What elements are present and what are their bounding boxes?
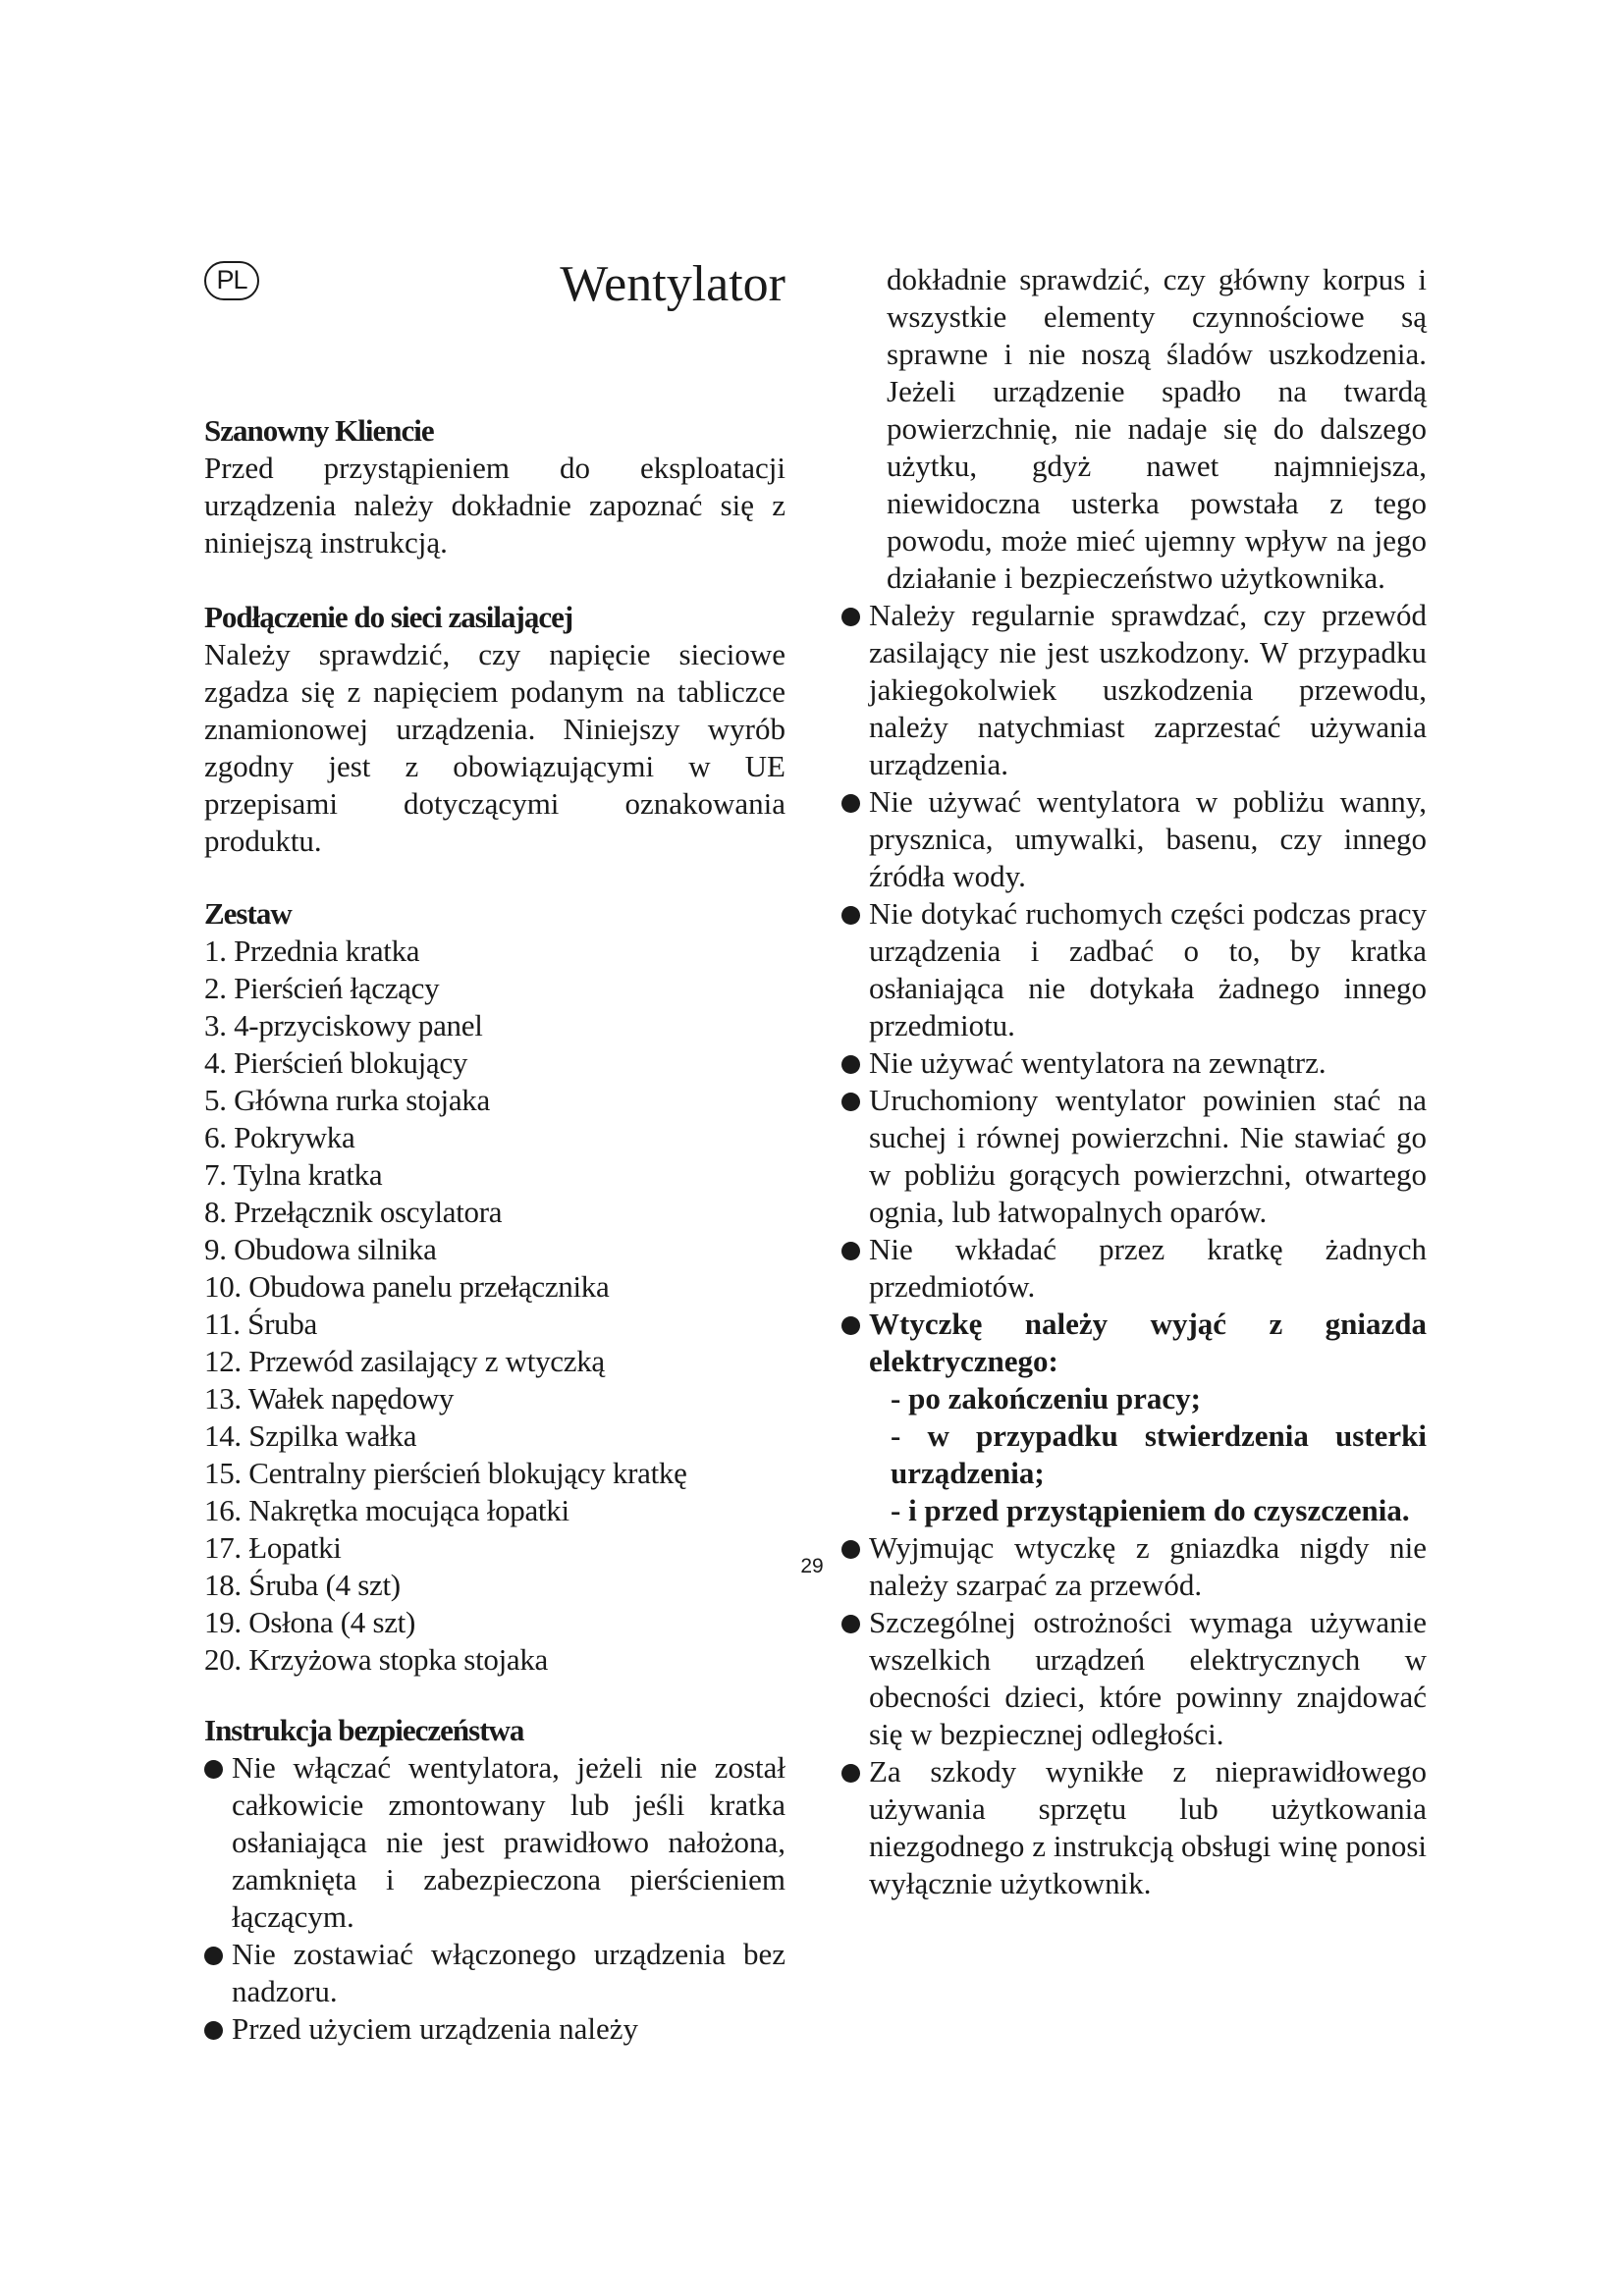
- list-item-text: Przed użyciem urządzenia należy: [232, 2011, 638, 2046]
- bullet-icon: [841, 1764, 860, 1783]
- bullet-icon: [841, 1615, 860, 1633]
- list-item: 2. Pierścień łączący: [204, 971, 440, 1005]
- list-item: [841, 1231, 1427, 1306]
- kit-heading: Zestaw: [204, 896, 292, 931]
- list-item: 16. Nakrętka mocująca łopatki: [204, 1493, 569, 1527]
- bullet-icon: [841, 906, 860, 925]
- power-heading: Podłączenie do sieci zasilającej: [204, 600, 573, 634]
- unplug-sub: - w przypadku stwierdzenia usterki urządzenia;: [891, 1418, 1427, 1490]
- list-item: 3. 4-przyciskowy panel: [204, 1008, 483, 1042]
- continuation-text: dokładnie sprawdzić, czy główny korpus i wszystkie elementy czynnościowe są sprawne i nie noszą śladów uszkodzenia. Jeżeli urządzenie spadło na twardą powierzchnię, nie nadaje się do dalszego użytku, gdyż nawet najmniejsza, niewidoczna usterka powstała z tego powodu, może mieć ujemny wpływ na jego działanie i bezpieczeństwo użytkownika.: [887, 262, 1427, 595]
- kit-section: [204, 895, 785, 1679]
- list-item-text: Nie używać wentylatora w pobliżu wanny, prysznica, umywalki, basenu, czy innego źródła wody.: [869, 784, 1427, 893]
- list-item: 5. Główna rurka stojaka: [204, 1083, 490, 1117]
- bullet-icon: [841, 1055, 860, 1074]
- intro-heading: Szanowny Kliencie: [204, 413, 434, 448]
- list-item-text: Uruchomiony wentylator powinien stać na suchej i równej powierzchni. Nie stawiać go w pobliżu gorących powierzchni, otwartego ognia, lub łatwopalnych oparów.: [869, 1083, 1427, 1229]
- list-item: 15. Centralny pierścień blokujący kratkę: [204, 1456, 687, 1490]
- bullet-icon: [204, 2021, 223, 2040]
- bullet-icon: [841, 1540, 860, 1559]
- list-item: [841, 895, 1427, 1044]
- list-item: [841, 1753, 1427, 1902]
- bullet-icon: [204, 1947, 223, 1965]
- unplug-lead: Wtyczkę należy wyjąć z gniazda elektrycznego:: [869, 1307, 1427, 1378]
- page-number: 29: [800, 1555, 824, 1577]
- list-item-text: Nie wkładać przez kratkę żadnych przedmiotów.: [869, 1232, 1427, 1304]
- bullet-icon: [841, 1242, 860, 1260]
- list-item: 17. Łopatki: [204, 1530, 342, 1565]
- list-item: 4. Pierścień blokujący: [204, 1045, 468, 1080]
- list-item: 7. Tylna kratka: [204, 1157, 383, 1192]
- power-section: [204, 599, 785, 860]
- list-item-text: Nie zostawiać włączonego urządzenia bez nadzoru.: [232, 1937, 785, 2008]
- list-item: 14. Szpilka wałka: [204, 1418, 417, 1453]
- list-item: [204, 2010, 785, 2048]
- list-item-text: Należy regularnie sprawdzać, czy przewód zasilający nie jest uszkodzony. W przypadku jakiegokolwiek uszkodzenia przewodu, należy natychmiast zaprzestać używania urządzenia.: [869, 598, 1427, 781]
- list-item-text: Wyjmując wtyczkę z gniazdka nigdy nie należy szarpać za przewód.: [869, 1530, 1427, 1602]
- intro-text: Przed przystąpieniem do eksploatacji urządzenia należy dokładnie zapoznać się z niniejszą instrukcją.: [204, 451, 785, 560]
- list-item: 12. Przewód zasilający z wtyczką: [204, 1344, 605, 1378]
- list-item: 18. Śruba (4 szt): [204, 1568, 401, 1602]
- bullet-icon: [841, 794, 860, 813]
- language-badge: PL: [204, 261, 259, 300]
- bullet-icon: [841, 1093, 860, 1111]
- list-item-text: Za szkody wynikłe z nieprawidłowego używania sprzętu lub użytkowania niezgodnego z instrukcją obsługi winę ponosi wyłącznie użytkownik.: [869, 1754, 1427, 1900]
- intro-section: [204, 412, 785, 561]
- list-item: 11. Śruba: [204, 1307, 317, 1341]
- list-item: [204, 1936, 785, 2010]
- parts-list: [204, 933, 785, 1679]
- list-item: 20. Krzyżowa stopka stojaka: [204, 1642, 549, 1677]
- list-item: 1. Przednia kratka: [204, 934, 420, 968]
- list-item: [841, 1082, 1427, 1231]
- list-item-text: Nie włączać wentylatora, jeżeli nie został całkowicie zmontowany lub jeśli kratka osłaniająca nie jest prawidłowo nałożona, zamknięta i zabezpieczona pierścieniem łączącym.: [232, 1750, 785, 1934]
- bullet-icon: [841, 608, 860, 626]
- unplug-sub: - po zakończeniu pracy;: [891, 1381, 1202, 1415]
- list-item: 8. Przełącznik oscylatora: [204, 1195, 503, 1229]
- list-item: 9. Obudowa silnika: [204, 1232, 437, 1266]
- list-item: [204, 1749, 785, 1936]
- list-item: [841, 1529, 1427, 1604]
- unplug-item: [841, 1306, 1427, 1529]
- list-item: [841, 783, 1427, 895]
- list-item-text: Szczególnej ostrożności wymaga używanie wszelkich urządzeń elektrycznych w obecności dzieci, które powinny znajdować się w bezpiecznej odległości.: [869, 1605, 1427, 1751]
- list-item: 6. Pokrywka: [204, 1120, 355, 1154]
- list-item-text: Nie dotykać ruchomych części podczas pracy urządzenia i zadbać o to, by kratka osłaniająca nie dotykała żadnego innego przedmiotu.: [869, 896, 1427, 1042]
- right-column: [841, 261, 1427, 1902]
- bullet-icon: [841, 1316, 860, 1335]
- safety-list-continued: [841, 597, 1427, 1902]
- power-text: Należy sprawdzić, czy napięcie sieciowe zgadza się z napięciem podanym na tabliczce znamionowej urządzenia. Niniejszy wyrób zgodny jest z obowiązującymi w UE przepisami dotyczącymi oznakowania produktu.: [204, 637, 785, 858]
- page-title: Wentylator: [560, 256, 785, 312]
- list-item: 13. Wałek napędowy: [204, 1381, 455, 1415]
- list-item: [841, 1604, 1427, 1753]
- safety-list: [204, 1749, 785, 2048]
- list-item: 19. Osłona (4 szt): [204, 1605, 416, 1639]
- list-item-text: Nie używać wentylatora na zewnątrz.: [869, 1045, 1326, 1080]
- safety-heading: Instrukcja bezpieczeństwa: [204, 1713, 524, 1747]
- list-item: 10. Obudowa panelu przełącznika: [204, 1269, 610, 1304]
- unplug-sub: - i przed przystąpieniem do czyszczenia.: [891, 1493, 1410, 1527]
- list-item: [841, 597, 1427, 783]
- safety-section: [204, 1712, 785, 2048]
- list-item: [841, 1044, 1427, 1082]
- bullet-icon: [204, 1760, 223, 1779]
